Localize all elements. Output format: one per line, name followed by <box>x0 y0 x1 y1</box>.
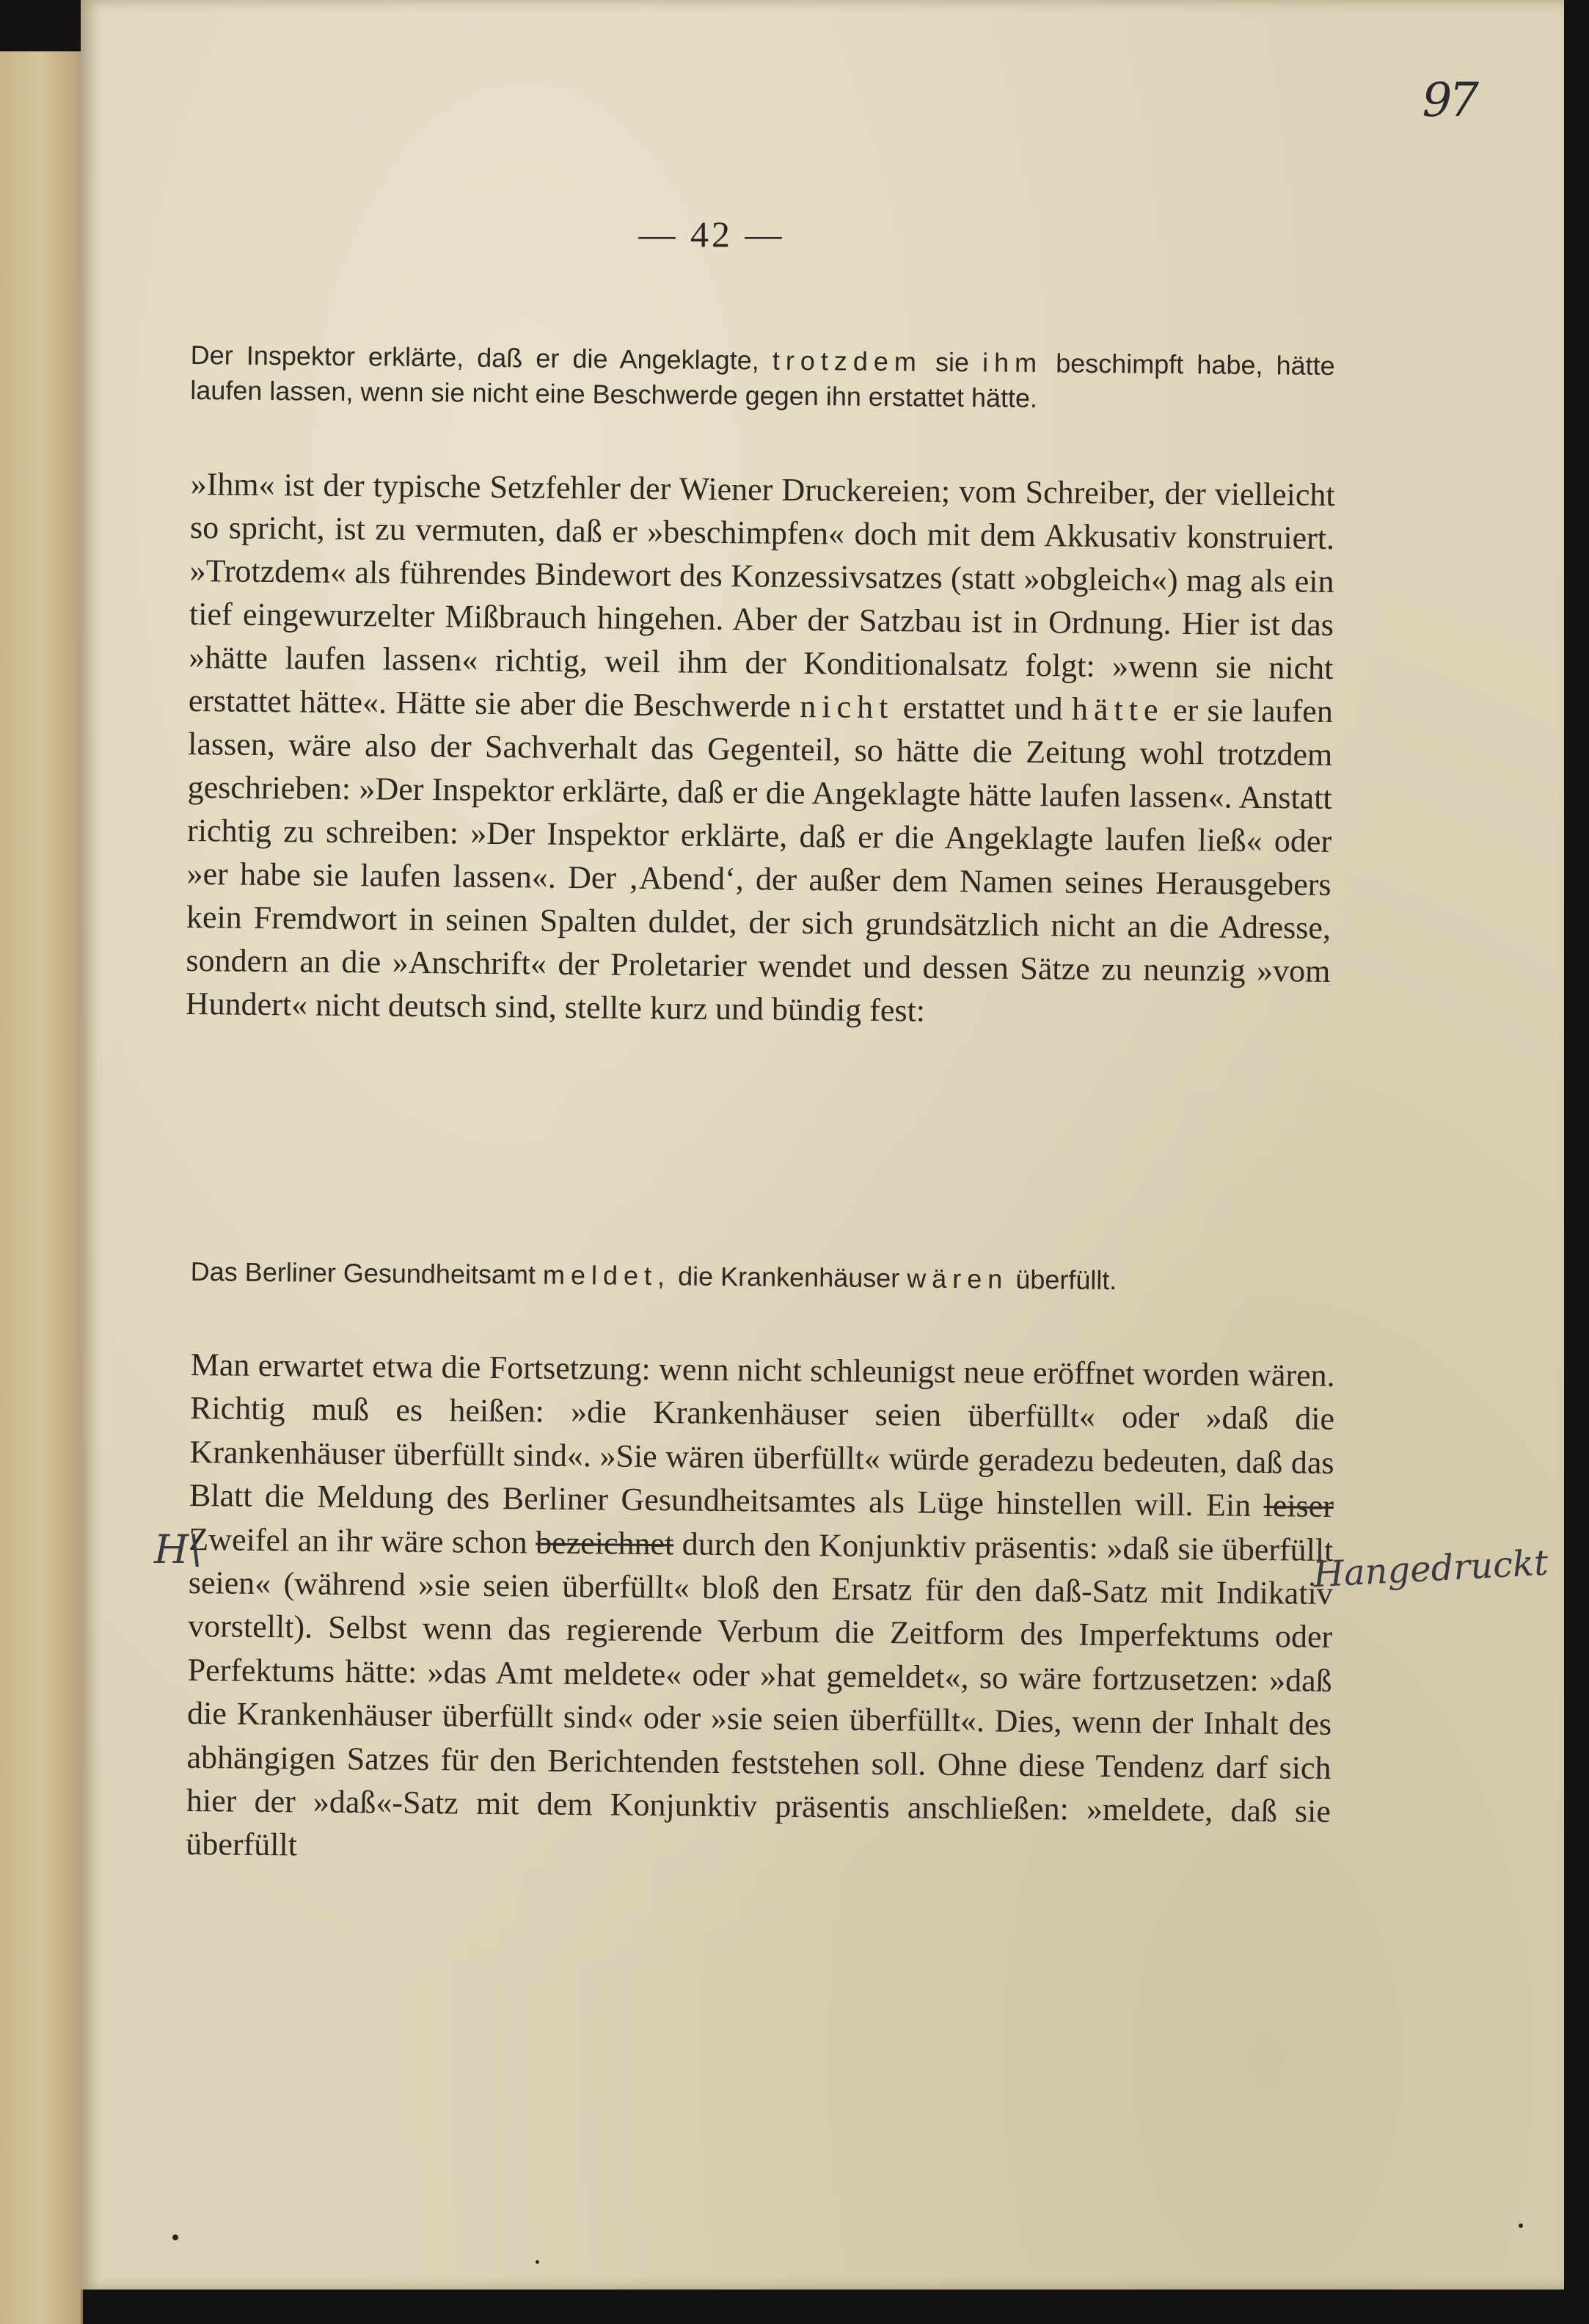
handwritten-folio-number: 97 <box>1422 73 1476 128</box>
quote1-post: beschimpft habe, hätte laufen lassen, wenn sie nicht eine Beschwerde gegen ihn erstattet hätte. <box>190 348 1335 414</box>
body-paragraph-1 <box>186 462 1335 1036</box>
body2-part-c: durch den Konjunktiv präsentis: »daß sie überfüllt seien« (während »sie seien überfüllt« bloß den Ersatz für den daß-Satz mit Indikativ vorstellt). Selbst wenn das regierende Verbum die Zeitform des Imperfektums oder Perfektums hätte: »das Amt meldete« oder »hat gemeldet«, so wäre fortzusetzen: »daß die Krankenhäuser überfüllt sind« oder »sie seien überfüllt«. Dies, wenn der Inhalt des abhängigen Satzes für den Berichtenden feststehen soll. Ohne diese Tendenz darf sich hier der »daß«-Satz mit dem Konjunktiv präsentis anschließen: »meldete, daß sie überfüllt <box>186 1526 1334 1863</box>
body2-struck-leiser: leiser <box>1263 1487 1334 1525</box>
quote1-spaced-trotzdem: trotzdem <box>772 345 923 377</box>
body2-part-b: Zweifel an ihr wäre schon <box>189 1520 527 1561</box>
quote-block-1 <box>190 338 1335 419</box>
body1-part-a: »Ihm« ist der typische Setzfehler der Wiener Druckereien; vom Schreiber, der vielleicht so spricht, ist zu vermuten, daß er »beschimpfen« doch mit dem Akkusativ konstruiert. »Trotzdem« als führendes Bindewort des Konzessivsatzes (statt »obgleich«) mag als ein tief eingewurzelter Mißbrauch hingehen. Aber der Satzbau ist in Ordnung. Hier ist das »hätte laufen lassen« richtig, weil ihm der Konditionalsatz folgt: »wenn sie nicht erstattet hätte«. Hätte sie aber die Beschwerde <box>188 465 1335 724</box>
body1-part-b: erstattet und <box>902 689 1063 727</box>
page-number: — 42 — <box>638 214 785 255</box>
body1-spaced-nicht: nicht <box>800 688 894 726</box>
body2-struck-bezeichnet: bezeichnet <box>535 1524 674 1562</box>
quote2-spaced-waeren: wären <box>907 1263 1009 1294</box>
body1-spaced-haette: hätte <box>1071 691 1164 728</box>
body1-part-c: er sie laufen lassen, wäre also der Sachverhalt das Gegenteil, so hätte die Zeitung wohl trotzdem geschrieben: »Der Inspektor erklärte, daß er die Angeklagte hätte laufen lassen«. Anstatt richtig zu schreiben: »Der Inspektor erklärte, daß er die Angeklagte laufen ließ« oder »er habe sie laufen lassen«. Der ‚Abend‘, der außer dem Namen seines Herausgebers kein Fremdwort in seinen Spalten duldet, der sich grundsätzlich nicht an die Adresse, sondern an die »Anschrift« der Proletarier wendet und dessen Sätze zu neunzig »vom Hundert« nicht deutsch sind, stellte kurz und bündig fest: <box>185 691 1334 1029</box>
quote2-spaced-meldet: meldet, <box>542 1259 671 1292</box>
quote2-mid: die Krankenhäuser <box>677 1261 900 1294</box>
ink-speck <box>1519 2223 1523 2228</box>
quote2-pre: Das Berliner Gesundheitsamt <box>190 1256 536 1290</box>
ink-speck <box>536 2260 539 2264</box>
body2-part-a: Man erwartet etwa die Fortsetzung: wenn nicht schleunigst neue eröffnet worden wären. Richtig muß es heißen: »die Krankenhäuser seien überfüllt« oder »daß die Krankenhäuser überfüllt sind«. »Sie wären überfüllt« würde geradezu bedeuten, daß das Blatt die Meldung des Berliner Gesundheitsamtes als Lüge hinstellen will. Ein <box>189 1346 1335 1524</box>
quote2-post: überfüllt. <box>1015 1264 1117 1296</box>
previous-page-edge <box>0 51 83 2324</box>
quote1-mid: sie <box>935 346 970 378</box>
quote-block-2 <box>191 1255 1335 1300</box>
quote1-pre: Der Inspektor erklärte, daß er die Angeklagte, <box>190 339 759 376</box>
handwritten-margin-mark-left: H\ <box>154 1526 202 1573</box>
ink-speck <box>172 2234 178 2240</box>
handwritten-margin-note-right: Hangedruckt <box>1312 1542 1549 1596</box>
quote1-spaced-ihm: ihm <box>982 347 1043 379</box>
body-paragraph-2 <box>186 1343 1335 1877</box>
book-page <box>81 0 1564 2290</box>
